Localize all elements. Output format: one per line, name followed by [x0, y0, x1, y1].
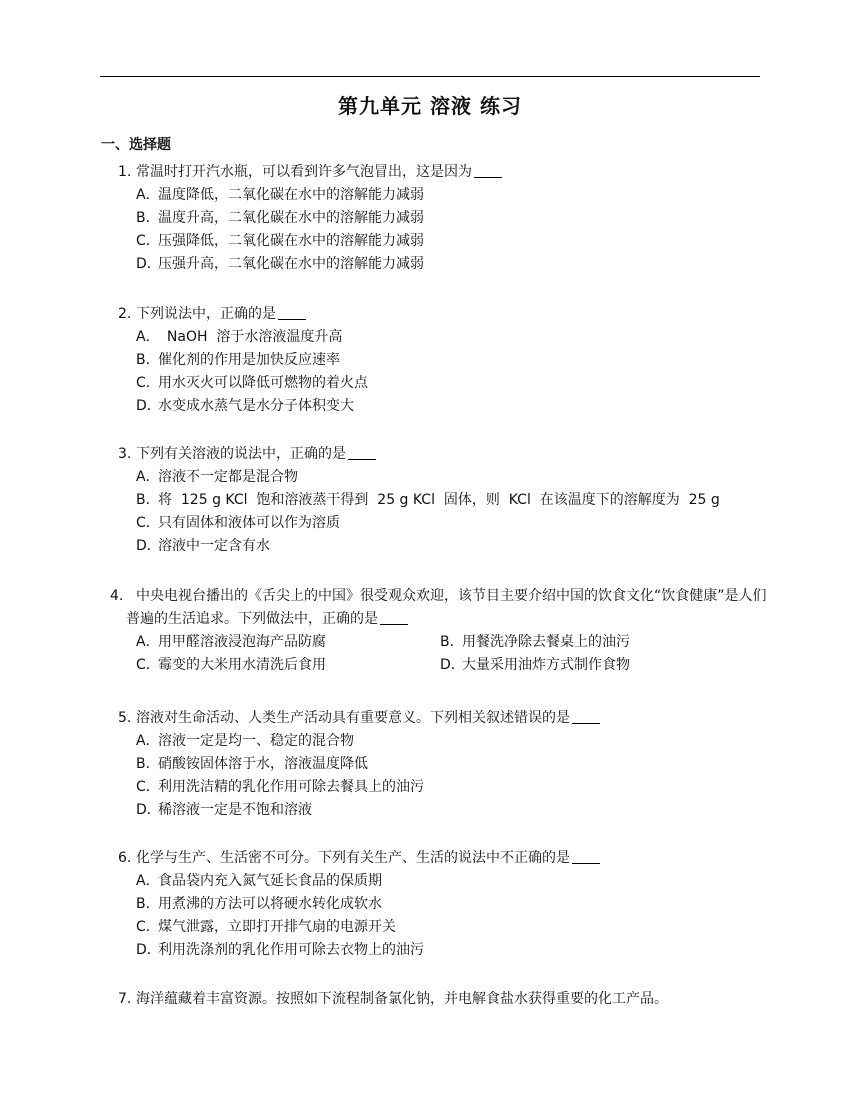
question-stem [118, 303, 768, 326]
option-a[interactable]: A．食品袋内充入氮气延长食品的保质期 [136, 873, 382, 889]
question-text: 海洋蕴藏着丰富资源。按照如下流程制备氯化钠，并电解食盐水获得重要的化工产品。 [136, 991, 668, 1007]
option-row [136, 631, 770, 654]
question-text: 常温时打开汽水瓶，可以看到许多气泡冒出，这是因为 [136, 164, 472, 180]
option-c[interactable]: C．用水灭火可以降低可燃物的着火点 [136, 375, 368, 391]
question-text: 下列说法中，正确的是 [136, 306, 276, 322]
question-number: 3. [118, 446, 132, 462]
option-d[interactable]: D．利用洗涤剂的乳化作用可除去衣物上的油污 [136, 942, 424, 958]
question-stem [118, 707, 768, 730]
answer-blank [572, 849, 600, 864]
option-a[interactable]: A．用甲醛溶液浸泡海产品防腐 [136, 634, 326, 650]
option-a[interactable]: A． NaOH 溶于水溶液温度升高 [136, 329, 343, 345]
question-4 [110, 585, 770, 677]
option-b[interactable]: B．用煮沸的方法可以将硬水转化成软水 [136, 896, 382, 912]
option-list [118, 631, 770, 677]
option-list [118, 184, 768, 276]
question-number: 2. [118, 306, 132, 322]
option-d[interactable]: D．溶液中一定含有水 [136, 538, 270, 554]
question-stem [118, 443, 768, 466]
question-2 [118, 303, 768, 418]
option-c[interactable]: C．只有固体和液体可以作为溶质 [136, 515, 340, 531]
question-text: 下列有关溶液的说法中，正确的是 [136, 446, 346, 462]
answer-blank [348, 445, 376, 460]
option-d[interactable]: D．稀溶液一定是不饱和溶液 [136, 802, 312, 818]
option-list [118, 870, 768, 962]
question-6 [118, 847, 768, 962]
question-text: 中央电视台播出的《舌尖上的中国》很受观众欢迎，该节目主要介绍中国的饮食文化“饮食健康”是人们普遍的生活追求。下列做法中，正确的是 [126, 588, 767, 627]
option-a[interactable]: A．温度降低，二氧化碳在水中的溶解能力减弱 [136, 187, 424, 203]
question-stem [118, 161, 768, 184]
question-stem [110, 585, 770, 631]
header-rule [100, 76, 760, 77]
question-number: 1. [118, 164, 132, 180]
option-list [118, 326, 768, 418]
answer-blank [380, 610, 408, 625]
question-text: 化学与生产、生活密不可分。下列有关生产、生活的说法中不正确的是 [136, 850, 570, 866]
answer-blank [278, 305, 306, 320]
option-d[interactable]: D．压强升高，二氧化碳在水中的溶解能力减弱 [136, 256, 424, 272]
option-a[interactable]: A．溶液一定是均一、稳定的混合物 [136, 733, 354, 749]
option-c[interactable]: C．煤气泄露，立即打开排气扇的电源开关 [136, 919, 396, 935]
option-list [118, 730, 768, 822]
option-a[interactable]: A．溶液不一定都是混合物 [136, 469, 298, 485]
page-title: 第九单元 溶液 练习 [338, 94, 522, 118]
question-stem [118, 847, 768, 870]
option-b[interactable]: B．硝酸铵固体溶于水，溶液温度降低 [136, 756, 368, 772]
section-heading: 一、选择题 [101, 137, 171, 153]
question-number: 6. [118, 850, 132, 866]
option-b[interactable]: B．催化剂的作用是加快反应速率 [136, 352, 340, 368]
question-3 [118, 443, 768, 558]
option-c[interactable]: C．霉变的大米用水清洗后食用 [136, 657, 326, 673]
question-number: 5. [118, 710, 132, 726]
option-c[interactable]: C．压强降低，二氧化碳在水中的溶解能力减弱 [136, 233, 424, 249]
question-text: 溶液对生命活动、人类生产活动具有重要意义。下列相关叙述错误的是 [136, 710, 570, 726]
question-1 [118, 161, 768, 276]
question-stem [118, 988, 768, 1011]
question-5 [118, 707, 768, 822]
option-list [118, 466, 768, 558]
option-d[interactable]: D．水变成水蒸气是水分子体积变大 [136, 398, 354, 414]
option-row [136, 654, 770, 677]
option-b[interactable]: B．将 125 g KCl 饱和溶液蒸干得到 25 g KCl 固体，则 KCl 在该温度下的溶解度为 25 g [136, 492, 720, 508]
option-b[interactable]: B．用餐洗净除去餐桌上的油污 [440, 634, 630, 650]
question-number: 7. [118, 991, 132, 1007]
question-number: 4. [110, 588, 124, 604]
question-7 [118, 988, 768, 1011]
option-d[interactable]: D．大量采用油炸方式制作食物 [440, 657, 630, 673]
option-c[interactable]: C．利用洗洁精的乳化作用可除去餐具上的油污 [136, 779, 424, 795]
option-b[interactable]: B．温度升高，二氧化碳在水中的溶解能力减弱 [136, 210, 424, 226]
answer-blank [572, 709, 600, 724]
answer-blank [474, 163, 502, 178]
